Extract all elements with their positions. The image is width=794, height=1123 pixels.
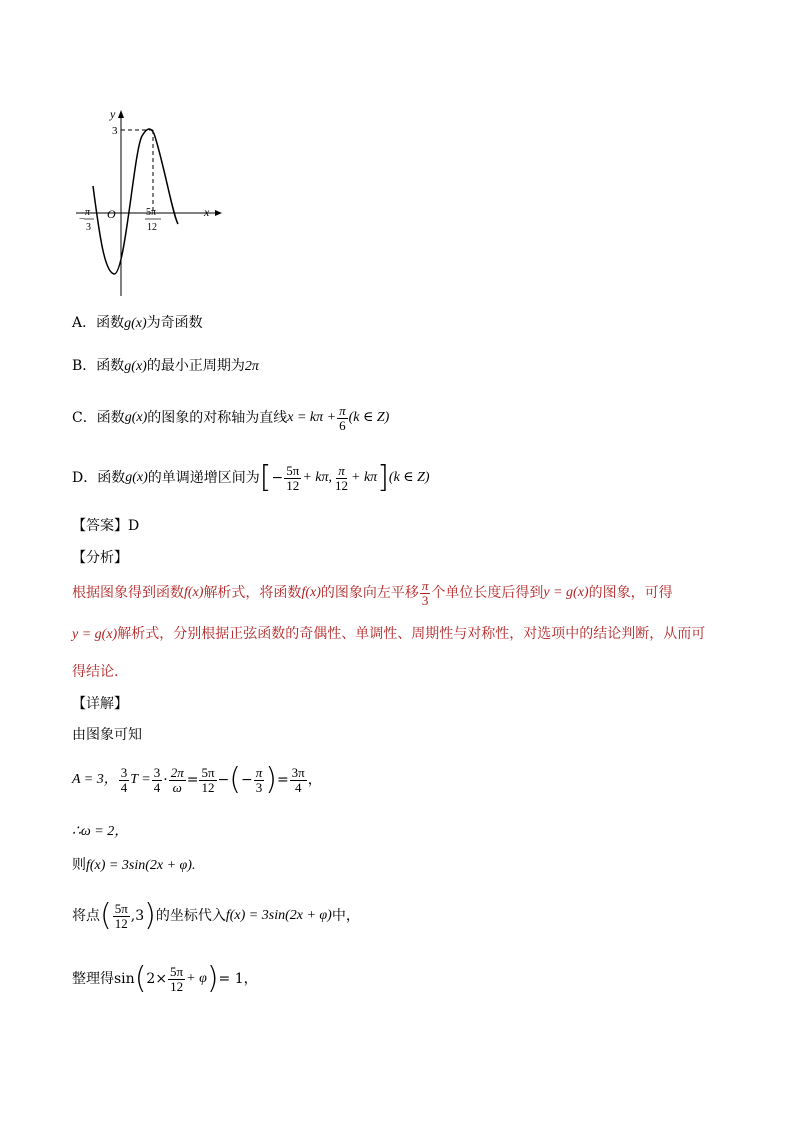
detail-label: 【详解】 <box>72 696 128 712</box>
y-axis-arrow <box>118 110 124 118</box>
option-d-left-bracket: [ <box>259 460 272 495</box>
detail-frac-6 <box>290 766 307 795</box>
detail-sin-frac-den: 12 <box>170 978 184 994</box>
option-d-frac1-num: 5π <box>286 462 300 478</box>
option-a-arg: (x) <box>131 316 147 331</box>
detail-omega: ∴ω = 2， <box>72 824 129 839</box>
analysis-label: 【分析】 <box>72 550 128 566</box>
detail-point-y: ,3 <box>130 908 145 924</box>
answer-label: 【答案】 <box>72 518 128 534</box>
x-axis-label: x <box>204 205 210 219</box>
analysis-fx-1: f(x) <box>184 585 204 600</box>
detail-frac5-den: 3 <box>255 779 263 795</box>
detail-line-5 <box>72 893 360 939</box>
option-d-frac1-den: 12 <box>286 477 300 493</box>
detail-line2-end: ， <box>307 772 322 788</box>
analysis-line-1 <box>72 574 673 612</box>
option-d-prefix: D．函数 <box>72 470 126 486</box>
detail-frac-4 <box>199 766 216 795</box>
option-b-g: g <box>124 359 132 374</box>
x-tick-left-num: π <box>85 207 91 218</box>
detail-frac4-num: 5π <box>201 764 215 780</box>
answer-line <box>72 516 139 536</box>
detail-neg: − <box>240 772 253 788</box>
detail-sin-right-paren: ) <box>206 961 219 996</box>
option-d-mid1: + kπ, <box>302 470 332 485</box>
detail-point-right-paren: ) <box>144 898 156 933</box>
option-c-frac-num: π <box>339 402 346 418</box>
function-graph <box>70 100 230 300</box>
option-a-g: g <box>124 316 132 331</box>
detail-dot: · <box>163 772 168 788</box>
detail-sin-left-paren: ( <box>134 961 147 996</box>
detail-eq-2: = <box>276 772 289 788</box>
option-d-frac2-num: π <box>338 462 345 478</box>
option-d-fraction-1 <box>284 464 301 493</box>
detail-fx-formula: f(x) = 3sin(2x + φ). <box>86 858 196 873</box>
option-d-frac2-den: 12 <box>335 477 348 493</box>
option-a[interactable] <box>72 313 203 334</box>
detail-line-4 <box>72 855 195 876</box>
detail-frac-3 <box>169 766 186 795</box>
detail-left-paren: ( <box>229 762 241 797</box>
detail-frac6-num: 3π <box>291 764 305 780</box>
detail-frac3-num: 2π <box>170 764 184 780</box>
analysis-shift-fraction <box>420 579 431 608</box>
detail-sin-end: = 1， <box>218 971 258 987</box>
analysis-text-1d: 个单位长度后得到 <box>431 585 544 601</box>
analysis-line-2 <box>72 624 705 645</box>
detail-point-end: 中， <box>331 908 360 924</box>
option-b-arg: (x) <box>131 359 147 374</box>
x-axis-arrow <box>215 210 222 216</box>
detail-sin: sin <box>114 971 135 987</box>
option-c-g: g <box>124 410 132 425</box>
analysis-text-2: 解析式，分别根据正弦函数的奇偶性、单调性、周期性与对称性，对选项中的结论判断，从而可 <box>117 626 706 642</box>
option-a-prefix: A．函数 <box>72 315 125 331</box>
option-d-mid2: + kπ <box>351 470 378 485</box>
detail-sin-phi: + φ <box>186 971 207 986</box>
detail-point-prefix: 将点 <box>72 908 100 924</box>
option-c-condition: (k ∈ Z) <box>348 410 390 425</box>
option-c[interactable] <box>72 400 389 436</box>
option-b-suffix: 的最小正周期为 <box>146 358 245 374</box>
x-tick-left-sign: − <box>79 214 85 225</box>
detail-frac2-num: 3 <box>153 764 161 780</box>
analysis-fx-2: f(x) <box>301 585 321 600</box>
option-c-arg: (x) <box>131 410 148 425</box>
option-d-minus: − <box>271 470 284 486</box>
analysis-shift-den: 3 <box>421 592 429 608</box>
analysis-text-1e: 的图象，可得 <box>588 585 673 601</box>
detail-line-6 <box>72 956 258 1002</box>
detail-frac-2 <box>152 766 163 795</box>
analysis-shift-num: π <box>421 577 429 593</box>
option-d-condition: (k ∈ Z) <box>388 470 430 485</box>
y-axis-label: y <box>110 107 116 121</box>
detail-frac5-num: π <box>255 764 263 780</box>
detail-frac-1 <box>119 766 130 795</box>
detail-line-2 <box>72 758 322 802</box>
option-b-prefix: B．函数 <box>72 358 125 374</box>
detail-point-frac-num: 5π <box>114 900 128 916</box>
detail-frac1-den: 4 <box>120 779 128 795</box>
option-d-g: g <box>125 470 133 485</box>
detail-point-fraction <box>113 902 130 931</box>
analysis-ygx-2: y = g(x) <box>72 627 118 642</box>
detail-frac2-den: 4 <box>153 779 161 795</box>
option-b[interactable] <box>72 356 259 377</box>
option-d-suffix: 的单调递增区间为 <box>147 470 260 486</box>
analysis-text-1a: 根据图象得到函数 <box>72 585 184 601</box>
option-a-suffix: 为奇函数 <box>146 315 203 331</box>
option-c-frac-den: 6 <box>339 417 346 433</box>
sine-curve <box>93 129 178 274</box>
analysis-line-3: 得结论. <box>72 664 119 680</box>
detail-frac1-num: 3 <box>120 764 128 780</box>
detail-frac6-den: 4 <box>294 779 302 795</box>
detail-point-frac-den: 12 <box>114 915 128 931</box>
x-tick-right-num: 5π <box>146 207 157 218</box>
analysis-ygx-1: y = g(x) <box>543 585 589 600</box>
option-c-fraction <box>337 404 348 433</box>
analysis-text-1b: 解析式，将函数 <box>203 585 302 601</box>
answer-value: D <box>128 518 140 534</box>
option-c-suffix: 的图象的对称轴为直线 <box>147 410 288 426</box>
detail-sin-frac-num: 5π <box>170 963 184 979</box>
detail-frac4-den: 12 <box>201 779 215 795</box>
detail-then: 则 <box>72 857 86 873</box>
detail-point-text: 的坐标代入 <box>155 908 226 924</box>
detail-point-left-paren: ( <box>100 898 112 933</box>
x-tick-right-den: 12 <box>147 222 157 233</box>
detail-T: T = <box>130 772 151 787</box>
option-d[interactable] <box>72 458 430 498</box>
option-c-prefix: C．函数 <box>72 410 125 426</box>
option-d-right-bracket: ] <box>377 460 389 495</box>
y-tick-3: 3 <box>112 125 118 137</box>
option-d-fraction-2 <box>333 464 350 493</box>
detail-minus: − <box>217 772 230 788</box>
detail-right-paren: ) <box>265 762 277 797</box>
detail-sin-fraction <box>168 965 185 994</box>
detail-line-1: 由图象可知 <box>72 727 142 743</box>
analysis-text-1c: 的图象向左平移 <box>320 585 419 601</box>
detail-simplify-prefix: 整理得 <box>72 971 114 987</box>
x-tick-left-den: 3 <box>86 222 91 233</box>
detail-sin-coef: 2× <box>146 971 168 987</box>
detail-point-formula: f(x) = 3sin(2x + φ) <box>225 908 332 923</box>
detail-eq-1: = <box>186 772 199 788</box>
option-b-value: 2π <box>244 359 259 374</box>
option-c-expr: x = kπ + <box>287 410 337 425</box>
detail-line-3 <box>72 821 128 842</box>
detail-a-value: A = 3， <box>72 772 118 787</box>
detail-frac3-den: ω <box>172 779 182 795</box>
detail-frac-5 <box>254 766 265 795</box>
option-d-arg: (x) <box>132 470 148 485</box>
origin-label: O <box>107 207 116 221</box>
